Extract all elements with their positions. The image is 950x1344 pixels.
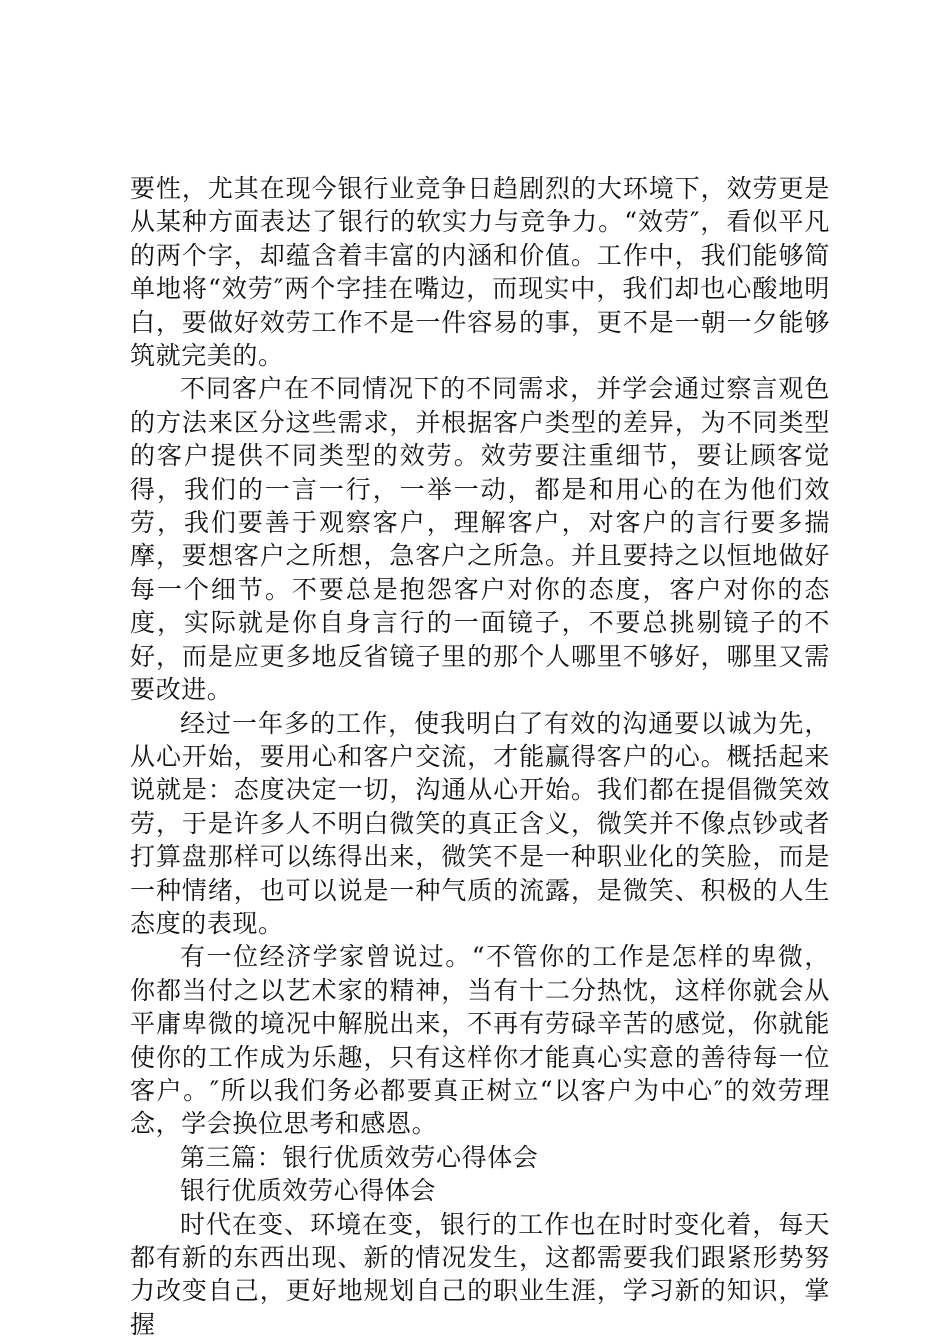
paragraph-5: 时代在变、环境在变，银行的工作也在时时变化着，每天都有新的东西出现、新的情况发生，这都需要我们跟紧形势努力改变自己，更好地规划自己的职业生涯，学习新的知识，掌握 [130,1209,830,1339]
paragraph-1-continued: 要性，尤其在现今银行业竞争日趋剧烈的大环境下，效劳更是从某种方面表达了银行的软实力与竞争力。“效劳″，看似平凡的两个字，却蕴含着丰富的内涵和价值。工作中，我们能够简单地将“效劳″两个字挂在嘴边，而现实中，我们却也心酸地明白，要做好效劳工作不是一件容易的事，更不是一朝一夕能够筑就完美的。 [130,174,830,371]
paragraph-4: 有一位经济学家曾说过。“不管你的工作是怎样的卑微，你都当付之以艺术家的精神，当有十二分热忱，这样你就会从平庸卑微的境况中解脱出来，不再有劳碌辛苦的感觉，你就能使你的工作成为乐趣，只有这样你才能真心实意的善待每一位客户。″所以我们务必都要真正树立“以客户为中心″的效劳理念，学会换位思考和感恩。 [130,942,830,1139]
paragraph-3: 经过一年多的工作，使我明白了有效的沟通要以诚为先，从心开始，要用心和客户交流，才能赢得客户的心。概括起来说就是：态度决定一切，沟通从心开始。我们都在提倡微笑效劳，于是许多人不明白微笑的真正含义，微笑并不像点钞或者打算盘那样可以练得出来，微笑不是一种职业化的笑脸，而是一种情绪，也可以说是一种气质的流露，是微笑、积极的人生态度的表现。 [130,708,830,938]
section-title: 银行优质效劳心得体会 [180,1176,437,1206]
paragraph-2: 不同客户在不同情况下的不同需求，并学会通过察言观色的方法来区分这些需求，并根据客户类型的差异，为不同类型的客户提供不同类型的效劳。效劳要注重细节，要让顾客觉得，我们的一言一行，一举一动，都是和用心的在为他们效劳，我们要善于观察客户，理解客户，对客户的言行要多揣摩，要想客户之所想，急客户之所急。并且要持之以恒地做好每一个细节。不要总是抱怨客户对你的态度，客户对你的态度，实际就是你自身言行的一面镜子，不要总挑剔镜子的不好，而是应更多地反省镜子里的那个人哪里不够好，哪里又需要改进。 [130,374,830,705]
document-page [130,172,830,1341]
section-heading: 第三篇：银行优质效劳心得体会 [180,1142,539,1172]
